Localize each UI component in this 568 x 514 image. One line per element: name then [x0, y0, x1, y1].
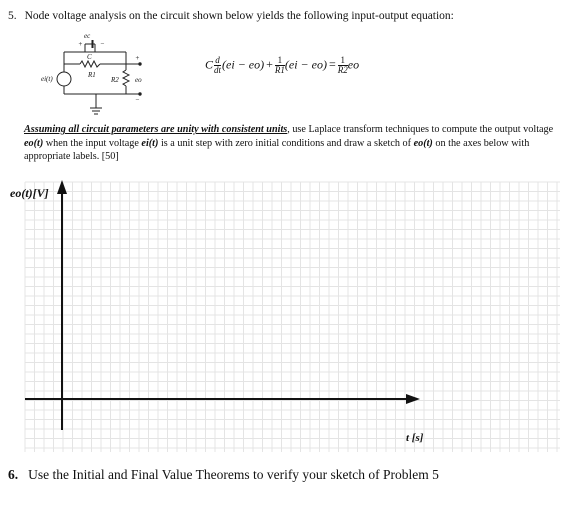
- eq-plus: +: [266, 57, 273, 72]
- eq-R1: R1: [274, 65, 285, 75]
- problem-6-statement: Use the Initial and Final Value Theorems to verify your sketch of Problem 5: [28, 467, 439, 482]
- x-axis-arrow: [406, 394, 420, 404]
- label-plus-top: +: [78, 40, 83, 48]
- instructions-eo: eo(t): [24, 137, 44, 149]
- instructions-underlined: Assuming all circuit parameters are unity with consistent units: [24, 124, 288, 135]
- instructions-ei: ei(t): [141, 137, 159, 149]
- eq-R2: R2: [337, 65, 348, 75]
- label-minus-top: −: [100, 40, 105, 48]
- instructions-part1: , use Laplace transform techniques to compute the output voltage: [287, 124, 554, 135]
- problem-5-statement: Node voltage analysis on the circuit shown below yields the following input-output equation:: [24, 10, 454, 22]
- label-minus-out: −: [135, 96, 140, 104]
- label-C: C: [87, 53, 92, 61]
- eq-term1: (ei − eo): [222, 57, 265, 72]
- eq-equals: =: [328, 57, 336, 72]
- eq-term2: (ei − eo): [284, 57, 327, 72]
- instructions-part2: when the input voltage: [43, 137, 142, 149]
- eq-C: C: [205, 57, 214, 72]
- problem-6-heading: [8, 467, 439, 483]
- instructions-part4: on the axes below with appropriate labels. [50]: [24, 137, 530, 162]
- eq-dt: dt: [214, 65, 222, 75]
- eq-eo: eo: [347, 57, 360, 72]
- label-ec: ec: [84, 32, 91, 40]
- y-axis-label: eo(t)[V]: [10, 186, 49, 200]
- label-plus-out: +: [135, 54, 140, 62]
- problem-5-number: 5.: [8, 10, 17, 22]
- instructions-eo2: eo(t): [413, 137, 433, 149]
- grid-lines: [25, 182, 560, 452]
- x-axis-label: t [s]: [406, 432, 424, 444]
- label-R2: R2: [111, 76, 119, 84]
- eq-d: d: [215, 55, 220, 65]
- label-R1: R1: [88, 71, 96, 79]
- eq-one1: 1: [275, 56, 285, 66]
- problem-6-number: 6.: [8, 467, 19, 482]
- label-ei: ei(t): [41, 75, 53, 83]
- label-eo: eo: [135, 76, 142, 84]
- eq-one2: 1: [338, 56, 348, 66]
- instructions-part3: is a unit step with zero initial conditions and draw a sketch of: [158, 137, 414, 149]
